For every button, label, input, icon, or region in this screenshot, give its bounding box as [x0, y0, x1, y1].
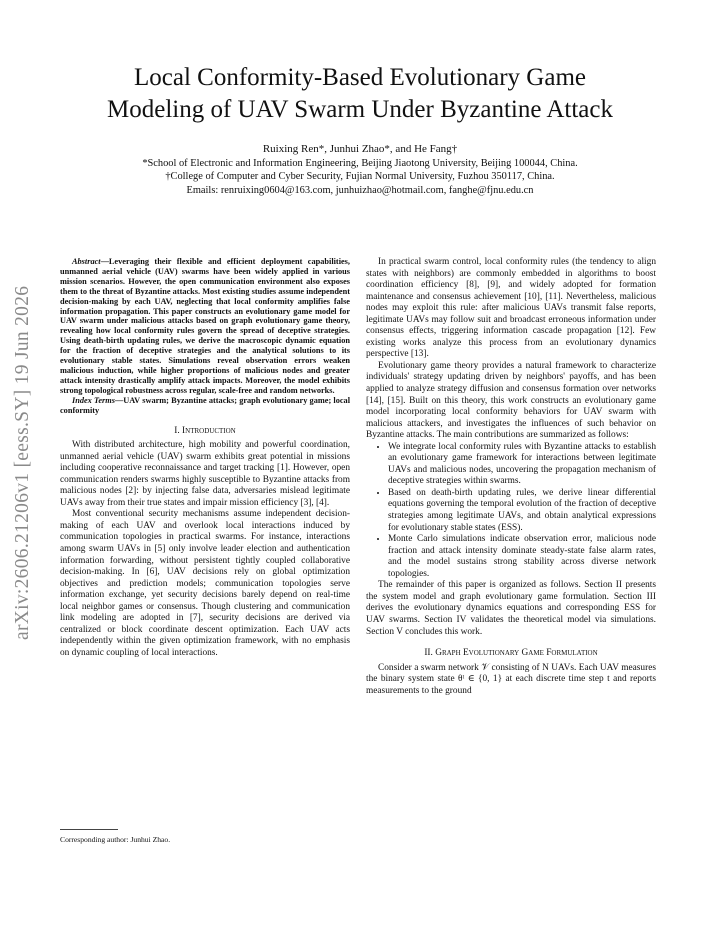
contribution-item: • Based on death-birth updating rules, we derive linear differential equations governing the temporal evolution of the fraction of deceptive strategies among legitimate UAVs, and obtain analytical expressions for evolutionary stable states (ESS).: [388, 488, 656, 534]
footnote: Corresponding author: Junhui Zhao.: [60, 835, 171, 844]
intro-paragraph-2: Most conventional security mechanisms assume independent decision-making of each UAV and overlook local interactions induced by communication topologies in practical swarms. For instance, interactions among swarm UAVs in [5] only involve leader election and authentication information forwarding, without persistent tightly coupled collaborative decision-making. In [6], UAV decisions rely on global optimization objectives and prediction models; communication topologies serve information exchange, yet security decisions barely depend on real-time local neighbor games or consensus. Though clustering and communication link modeling are adopted in [7], security decisions are derived via centralized or block coordinate descent optimization. Each UAV acts independently within the given optimization framework, with no emphasis on dynamic coupling of local interactions.: [60, 509, 350, 658]
abstract-label: Abstract: [72, 257, 101, 266]
arxiv-stamp: arXiv:2606.21206v1 [eess.SY] 19 Jun 2026: [12, 285, 33, 640]
left-column: [60, 257, 350, 659]
right-paragraph-1: In practical swarm control, local conformity rules (the tendency to align states with neighbors) are commonly embedded in algorithms to boost coordination efficiency [8], [9], and widely adopted for formation maintenance and consensus achievement [10], [11]. Nevertheless, malicious nodes may exploit this rule: after malicious UAVs transmit false reports, legitimate UAVs may follow suit and broadcast erroneous information under consensus effects, triggering information cascade propagation [12]. Few existing works analyze this process from an evolutionary dynamics perspective [13].: [366, 257, 656, 360]
index-terms: [60, 396, 350, 416]
abstract-text: —Leveraging their flexible and efficient deployment capabilities, unmanned aerial vehicle (UAV) swarms have been widely applied in various mission scenarios. However, the open communication environment also exposes them to the threat of Byzantine attacks. Most existing studies assume independent decision-making by each UAV, neglecting that local conformity amplifies false information propagation. This paper constructs an evolutionary game model for UAV swarm under malicious attacks based on graph evolutionary game theory, revealing how local conformity rules govern the spread of deceptive strategies. Using death-birth updating rules, we derive the macroscopic dynamic equation for the fraction of deceptive strategies and the analytical solutions to its evolutionary stable states. Simulations reveal observation errors weaken malicious induction, while higher proportions of malicious nodes and greater attack intensity drastically amplify attack impacts. Moreover, the model exhibits strong topological robustness across regular, scale-free and random networks.: [60, 257, 350, 395]
title-line-2: Modeling of UAV Swarm Under Byzantine Attack: [107, 96, 613, 123]
footnote-rule: [60, 829, 118, 830]
affiliation-2: †College of Computer and Cyber Security, Fujian Normal University, Fuzhou 350117, China.: [165, 171, 555, 182]
contribution-item: • Monte Carlo simulations indicate observation error, malicious node fraction and attack intensity dominate steady-state false alarm rates, and the model sustains strong stability across diverse network topologies.: [388, 534, 656, 580]
section-heading-graph-game: II. Graph Evolutionary Game Formulation: [424, 648, 598, 659]
index-terms-text: —UAV swarm; Byzantine attacks; graph evolutionary game; local conformity: [60, 395, 351, 415]
contribution-item: • We integrate local conformity rules with Byzantine attacks to establish an evolutionary game framework for interactions between legitimate UAVs and malicious nodes, uncovering the propagation mechanism of deceptive strategies within swarms.: [388, 442, 656, 488]
section-heading-introduction: I. Introduction: [174, 425, 236, 436]
author-emails: Emails: renruixing0604@163.com, junhuizhao@hotmail.com, fanghe@fjnu.edu.cn: [186, 184, 534, 196]
paper-title: [40, 62, 680, 126]
author-block: [40, 143, 680, 197]
index-terms-label: Index Terms: [72, 395, 115, 405]
right-paragraph-4: Consider a swarm network 𝒱 consisting of N UAVs. Each UAV measures the binary system state θᵗ ∈ {0, 1} at each discrete time step t and reports measurements to the ground: [366, 662, 656, 696]
author-names: Ruixing Ren*, Junhui Zhao*, and He Fang†: [262, 143, 458, 155]
intro-paragraph-1: With distributed architecture, high mobility and powerful coordination, unmanned aerial vehicle (UAV) swarm exhibits great potential in missions including cooperative reconnaissance and target tracking [1]. However, open communication renders swarms highly susceptible to Byzantine attacks from malicious nodes [2]: by injecting false data, adversaries mislead legitimate UAVs away from their true states and impair mission efficiency [3], [4].: [60, 440, 350, 508]
right-paragraph-3: The remainder of this paper is organized as follows. Section II presents the system model and graph evolutionary game formulation. Section III derives the evolutionary dynamics equations and corresponding ESS for UAV swarms. Section IV validates the theoretical model via simulations. Section V concludes this work.: [366, 580, 656, 637]
contributions-list: [366, 442, 656, 581]
title-line-1: Local Conformity-Based Evolutionary Game: [134, 64, 586, 91]
abstract: [60, 257, 350, 396]
affiliation-1: *School of Electronic and Information Engineering, Beijing Jiaotong University, Beijing 100044, China.: [142, 157, 578, 169]
right-paragraph-2: Evolutionary game theory provides a natural framework to characterize individuals' strategy updating driven by neighbors' payoffs, and has been applied to analyze strategy diffusion and consensus formation over networks [14], [15]. Built on this theory, this work constructs an evolutionary game model incorporating local conformity behaviors for UAV swarm with malicious attackers, and investigates the influences of such behavior on Byzantine attacks. The main contributions are summarized as follows:: [366, 360, 656, 441]
right-column: [366, 257, 656, 697]
